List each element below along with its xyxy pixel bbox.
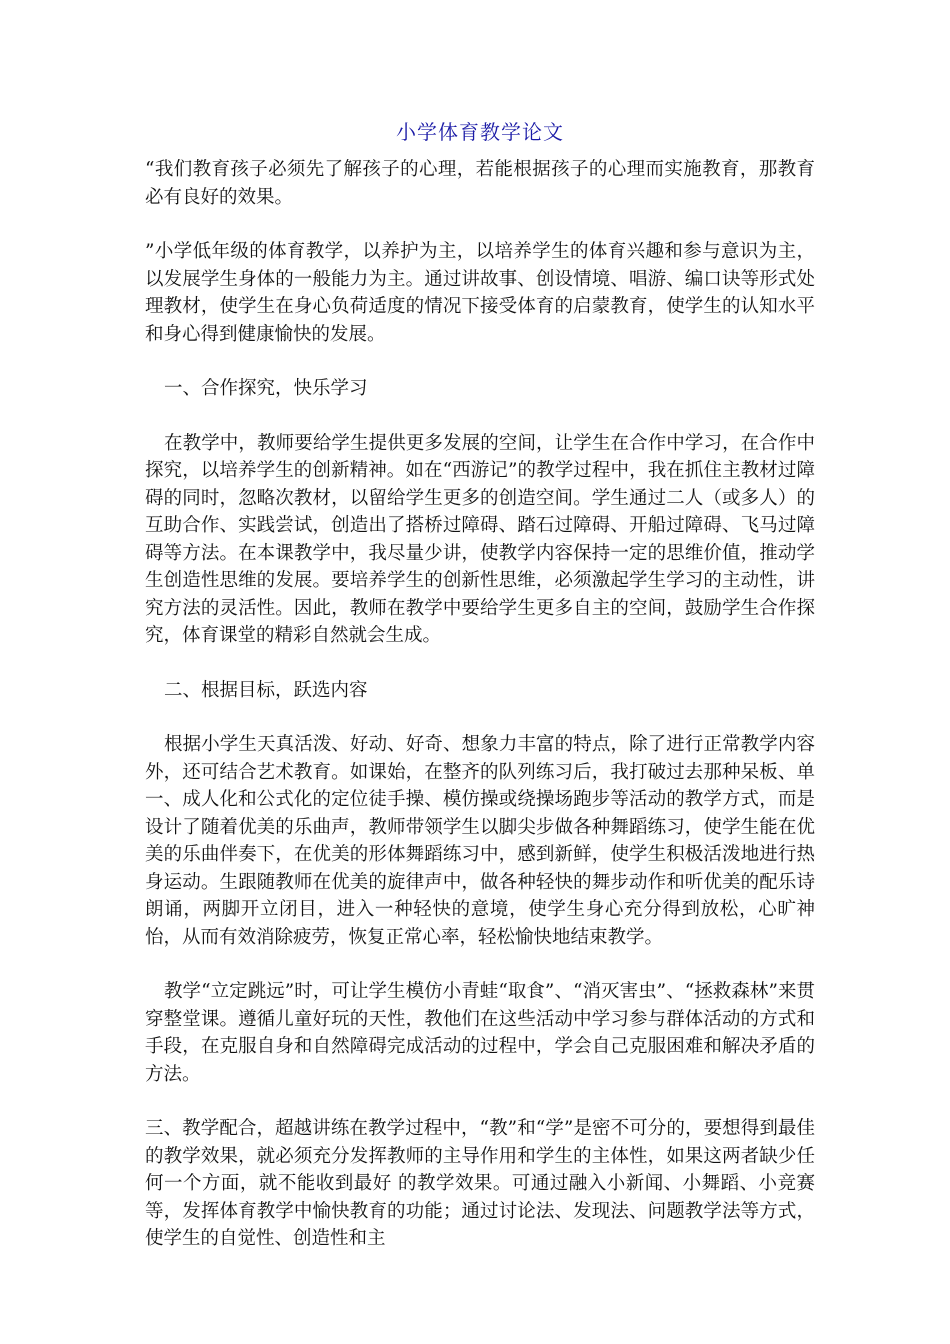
paragraph-section-3: 三、教学配合，超越讲练在教学过程中，“教”和“学”是密不可分的，要想得到最佳的教学效果，就必须充分发挥教师的主导作用和学生的主体性，如果这两者缺少任何一个方面，就不能收到最好 的教学效果。可通过融入小新闻、小舞蹈、小竞赛等，发挥体育教学中愉快教育的功能；通过讨论法、发现法、问题教学法等方式，使学生的自觉性、创造性和主 xyxy=(145,1118,815,1249)
paragraph-section-1: 在教学中，教师要给学生提供更多发展的空间，让学生在合作中学习，在合作中探究，以培养学生的创新精神。如在“西游记”的教学过程中，我在抓住主教材过障碍的同时，忽略次教材，以留给学生更多的创造空间。学生通过二人（或多人）的互助合作、实践尝试，创造出了搭桥过障碍、踏石过障碍、开船过障碍、飞马过障碍等方法。在本课教学中，我尽量少讲，使教学内容保持一定的思维价值，推动学生创造性思维的发展。要培养学生的创新性思维，必须激起学生学习的主动性，讲究方法的灵活性。因此，教师在教学中要给学生更多自主的空间，鼓励学生合作探究，体育课堂的精彩自然就会生成。 xyxy=(145,432,815,646)
paragraph-intro: ”小学低年级的体育教学，以养护为主，以培养学生的体育兴趣和参与意识为主，以发展学生身体的一般能力为主。通过讲故事、创设情境、唱游、编口诀等形式处理教材，使学生在身心负荷适度的情况下接受体育的启蒙教育，使学生的认知水平和身心得到健康愉快的发展。 xyxy=(145,241,815,345)
paragraph-jump-example: 教学“立定跳远”时，可让学生模仿小青蛙“取食”、“消灭害虫”、“拯救森林”来贯穿整堂课。遵循儿童好玩的天性，教他们在这些活动中学习参与群体活动的方式和手段，在克服自身和自然障碍完成活动的过程中，学会自己克服困难和解决矛盾的方法。 xyxy=(145,981,815,1085)
section-heading-1: 一、合作探究，快乐学习 xyxy=(164,378,368,399)
section-heading-2: 二、根据目标，跃选内容 xyxy=(164,679,368,701)
document-title: 小学体育教学论文 xyxy=(396,120,564,144)
paragraph-quote: “我们教育孩子必须先了解孩子的心理，若能根据孩子的心理而实施教育，那教育必有良好的效果。 xyxy=(145,159,815,208)
paragraph-section-2: 根据小学生天真活泼、好动、好奇、想象力丰富的特点，除了进行正常教学内容外，还可结合艺术教育。如课始，在整齐的队列练习后，我打破过去那种呆板、单一、成人化和公式化的定位徒手操、模仿操或绕操场跑步等活动的教学方式，而是设计了随着优美的乐曲声，教师带领学生以脚尖步做各种舞蹈练习，使学生能在优美的乐曲伴奏下，在优美的形体舞蹈练习中，感到新鲜，使学生积极活泼地进行热身运动。生跟随教师在优美的旋律声中，做各种轻快的舞步动作和听优美的配乐诗朗诵，两脚开立闭目，进入一种轻快的意境，使学生身心充分得到放松，心旷神怡，从而有效消除疲劳，恢复正常心率，轻松愉快地结束教学。 xyxy=(145,734,815,948)
document-page xyxy=(145,118,815,1280)
